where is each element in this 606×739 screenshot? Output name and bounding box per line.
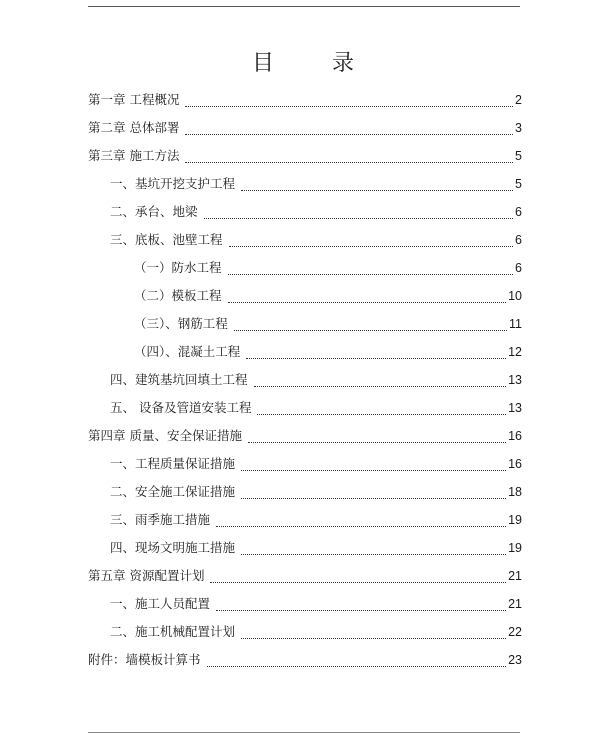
toc-entry[interactable] bbox=[110, 398, 522, 416]
toc-entry[interactable] bbox=[88, 118, 522, 136]
toc-entry-page: 16 bbox=[508, 457, 522, 471]
toc-leader bbox=[216, 516, 506, 527]
toc-entry[interactable] bbox=[88, 566, 522, 584]
toc-entry-page: 10 bbox=[508, 289, 522, 303]
toc-entry[interactable] bbox=[134, 286, 522, 304]
toc-leader bbox=[229, 236, 514, 247]
toc-leader bbox=[185, 152, 513, 163]
header-rule bbox=[88, 6, 520, 7]
toc-entry[interactable] bbox=[110, 370, 522, 388]
toc-leader bbox=[185, 96, 513, 107]
toc-entry-page: 6 bbox=[515, 205, 522, 219]
toc-entry[interactable] bbox=[110, 510, 522, 528]
toc-entry-label: 附件：墙模板计算书 bbox=[88, 652, 201, 667]
toc-entry-label: 一、施工人员配置 bbox=[110, 596, 211, 611]
toc-entry-page: 13 bbox=[508, 373, 522, 387]
toc-leader bbox=[241, 544, 506, 555]
toc-entry-label: 四、现场文明施工措施 bbox=[110, 540, 236, 555]
toc-entry-label: 一、工程质量保证措施 bbox=[110, 456, 236, 471]
toc-entry-page: 5 bbox=[515, 177, 522, 191]
toc-entry-page: 23 bbox=[508, 653, 522, 667]
toc-leader bbox=[241, 460, 506, 471]
toc-entry[interactable] bbox=[88, 650, 522, 668]
toc-entry-page: 6 bbox=[515, 233, 522, 247]
toc-entry-label: 三、雨季施工措施 bbox=[110, 512, 211, 527]
toc-entry[interactable] bbox=[110, 538, 522, 556]
toc-entry[interactable] bbox=[110, 482, 522, 500]
toc-leader bbox=[241, 628, 506, 639]
toc-entry[interactable] bbox=[110, 230, 522, 248]
toc-leader bbox=[234, 320, 507, 331]
toc-entry-label: 二、施工机械配置计划 bbox=[110, 624, 236, 639]
toc-entry-label: 二、承台、地梁 bbox=[110, 204, 198, 219]
toc-entry[interactable] bbox=[110, 202, 522, 220]
toc-leader bbox=[216, 600, 506, 611]
toc-entry-page: 12 bbox=[508, 345, 522, 359]
toc-entry-page: 6 bbox=[515, 261, 522, 275]
toc-entry[interactable] bbox=[88, 146, 522, 164]
toc-entry[interactable] bbox=[134, 342, 522, 360]
toc-entry[interactable] bbox=[110, 454, 522, 472]
toc-entry-label: 第一章 工程概况 bbox=[88, 92, 180, 107]
toc-leader bbox=[254, 376, 507, 387]
toc-leader bbox=[228, 292, 507, 303]
toc-leader bbox=[185, 124, 513, 135]
toc-entry-label: （四）、混凝土工程 bbox=[134, 344, 241, 359]
toc-entry-page: 22 bbox=[508, 625, 522, 639]
toc-entry-page: 2 bbox=[515, 93, 522, 107]
toc-entry-page: 11 bbox=[509, 317, 522, 331]
toc-leader bbox=[228, 264, 514, 275]
toc-entry-label: 一、基坑开挖支护工程 bbox=[110, 176, 236, 191]
toc-entry[interactable] bbox=[88, 90, 522, 108]
title-char-1: 目 bbox=[251, 51, 274, 76]
toc-entry-page: 13 bbox=[508, 401, 522, 415]
toc-leader bbox=[257, 404, 506, 415]
toc-entry-page: 21 bbox=[508, 597, 522, 611]
toc-entry-page: 21 bbox=[508, 569, 522, 583]
toc-entry-label: 二、安全施工保证措施 bbox=[110, 484, 236, 499]
toc-entry-page: 5 bbox=[515, 149, 522, 163]
toc-leader bbox=[241, 180, 513, 191]
toc-leader bbox=[246, 348, 506, 359]
footer-rule bbox=[88, 732, 520, 733]
toc-entry-label: 第五章 资源配置计划 bbox=[88, 568, 205, 583]
page-title bbox=[0, 46, 606, 77]
toc-entry-page: 19 bbox=[508, 541, 522, 555]
toc-entry-page: 16 bbox=[508, 429, 522, 443]
toc-entry-label: 四、建筑基坑回填土工程 bbox=[110, 372, 248, 387]
toc-entry-label: 三、底板、池壁工程 bbox=[110, 232, 223, 247]
toc-leader bbox=[204, 208, 514, 219]
toc-leader bbox=[248, 432, 506, 443]
toc-entry-label: 第二章 总体部署 bbox=[88, 120, 180, 135]
toc-entry[interactable] bbox=[110, 174, 522, 192]
toc-leader bbox=[207, 656, 507, 667]
toc-entry-label: （二）模板工程 bbox=[134, 288, 222, 303]
title-char-2: 录 bbox=[332, 51, 355, 76]
toc-entry-page: 3 bbox=[515, 121, 522, 135]
toc-entry-label: 第三章 施工方法 bbox=[88, 148, 180, 163]
toc-entry-label: 第四章 质量、安全保证措施 bbox=[88, 428, 242, 443]
toc-entry[interactable] bbox=[110, 594, 522, 612]
toc-leader bbox=[241, 488, 506, 499]
toc-leader bbox=[210, 572, 506, 583]
toc-entry[interactable] bbox=[110, 622, 522, 640]
toc-entry[interactable] bbox=[134, 314, 522, 332]
toc-entry-label: （三）、钢筋工程 bbox=[134, 316, 228, 331]
toc-entry-page: 19 bbox=[508, 513, 522, 527]
toc-entry-label: 五、 设备及管道安装工程 bbox=[110, 400, 252, 415]
toc-entry-label: （一）防水工程 bbox=[134, 260, 222, 275]
toc-entry[interactable] bbox=[134, 258, 522, 276]
toc-entry-page: 18 bbox=[508, 485, 522, 499]
toc-entry[interactable] bbox=[88, 426, 522, 444]
